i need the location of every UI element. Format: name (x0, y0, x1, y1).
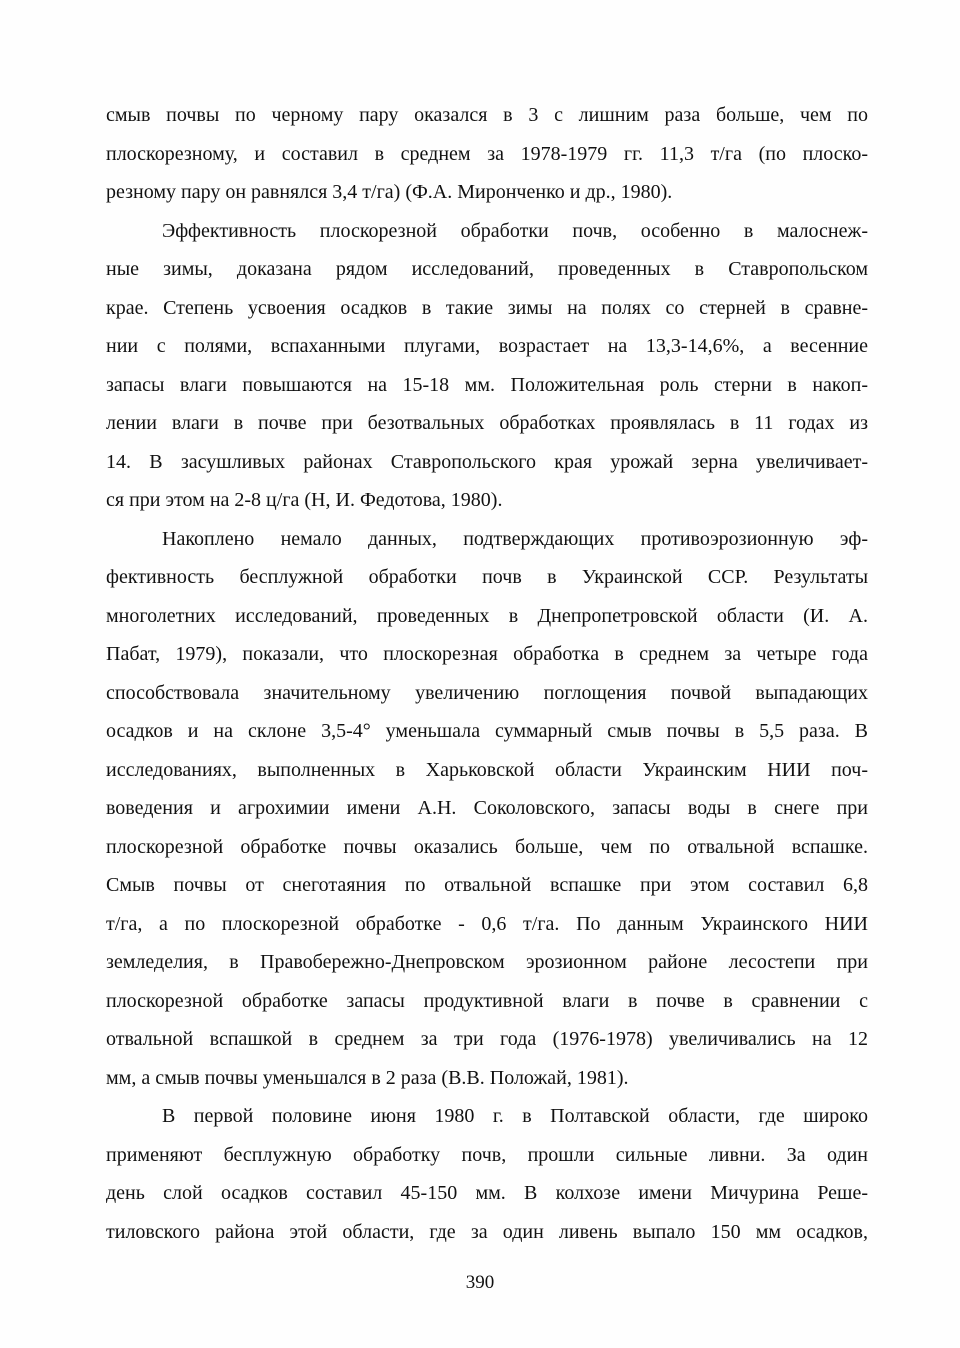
text-line: земледелия, в Правобережно-Днепровском эрозионном районе лесостепи при (106, 951, 868, 973)
page-number: 390 (465, 1272, 495, 1293)
text-line: исследованиях, выполненных в Харьковской области Украинским НИИ поч- (106, 758, 868, 781)
text-line: крае. Степень усвоения осадков в такие зимы на полях со стерней в сравне- (106, 296, 868, 319)
text-line: нии с полями, вспаханными плугами, возрастает на 13,3-14,6%, а весенние (106, 335, 868, 357)
text-line: способствовала значительному увеличению поглощения почвой выпадающих (106, 681, 868, 704)
text-line: многолетних исследований, проведенных в Днепропетровской области (И. А. (106, 604, 868, 627)
text-line: т/га, а по плоскорезной обработке - 0,6 т/га. По данным Украинского НИИ (106, 912, 868, 935)
paragraph-first-line: В первой половине июня 1980 г. в Полтавской области, где широко (162, 1105, 868, 1127)
text-line: день слой осадков составил 45-150 мм. В колхозе имени Мичурина Реше- (106, 1182, 868, 1204)
text-line: Пабат, 1979), показали, что плоскорезная обработка в среднем за четыре года (106, 643, 868, 665)
text-line: фективность бесплужной обработки почв в Украинской ССР. Результаты (106, 566, 868, 588)
text-line: плоскорезной обработке запасы продуктивной влаги в почве в сравнении с (106, 989, 868, 1012)
text-line: применяют бесплужную обработку почв, прошли сильные ливни. За один (106, 1143, 868, 1166)
text-line: ные зимы, доказана рядом исследований, проведенных в Ставропольском (106, 258, 868, 280)
text-line: запасы влаги повышаются на 15-18 мм. Положительная роль стерни в накоп- (106, 373, 868, 396)
paragraph-first-line: Эффективность плоскорезной обработки почв, особенно в малоснеж- (162, 219, 868, 242)
paragraph-first-line: Накоплено немало данных, подтверждающих противоэрозионную эф- (162, 527, 868, 550)
text-line: 14. В засушливых районах Ставропольского края урожай зерна увеличивает- (106, 450, 868, 473)
text-line: мм, а смыв почвы уменьшался в 2 раза (В.В. Положай, 1981). (106, 1066, 629, 1089)
text-line: смыв почвы по черному пару оказался в 3 с лишним раза больше, чем по (106, 104, 868, 126)
text-line: Смыв почвы от снеготаяния по отвальной вспашке при этом составил 6,8 (106, 874, 868, 896)
text-line: тиловского района этой области, где за один ливень выпало 150 мм осадков, (106, 1220, 868, 1243)
body-text (106, 96, 868, 1251)
text-line: плоскорезному, и составил в среднем за 1978-1979 гг. 11,3 т/га (по плоско- (106, 142, 868, 165)
text-line: осадков и на склоне 3,5-4° уменьшала суммарный смыв почвы в 5,5 раза. В (106, 720, 868, 742)
text-line: ся при этом на 2-8 ц/га (Н, И. Федотова, 1980). (106, 489, 503, 511)
text-line: резному пару он равнялся 3,4 т/га) (Ф.А. Миронченко и др., 1980). (106, 181, 673, 203)
text-line: плоскорезной обработке почвы оказались больше, чем по отвальной вспашке. (106, 835, 868, 858)
text-line: воведения и агрохимии имени А.Н. Соколовского, запасы воды в снеге при (106, 797, 868, 819)
text-line: отвальной вспашкой в среднем за три года (1976-1978) увеличивались на 12 (106, 1028, 868, 1050)
text-line: лении влаги в почве при безотвальных обработках проявлялась в 11 годах из (106, 412, 868, 434)
